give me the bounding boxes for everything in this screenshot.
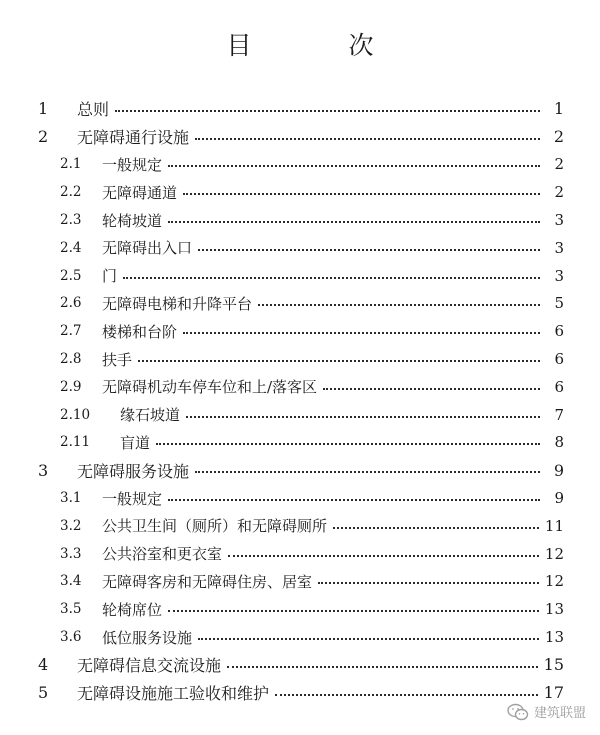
toc-section-row[interactable] bbox=[0, 151, 600, 179]
toc-number: 2.5 bbox=[60, 267, 82, 284]
toc-page-number: 9 bbox=[554, 489, 564, 508]
toc-entry bbox=[102, 349, 564, 370]
toc-section-row[interactable] bbox=[0, 484, 600, 512]
toc-chapter-row[interactable] bbox=[0, 95, 600, 123]
toc-number: 5 bbox=[38, 683, 49, 703]
toc-title: 一般规定 bbox=[102, 155, 163, 174]
dot-leader bbox=[115, 110, 540, 112]
toc-title: 扶手 bbox=[102, 350, 133, 369]
dot-leader bbox=[195, 138, 540, 140]
toc-page-number: 6 bbox=[554, 377, 564, 396]
toc-number: 3.4 bbox=[60, 573, 82, 590]
dot-leader bbox=[258, 304, 540, 306]
dot-leader bbox=[168, 610, 539, 612]
toc-section-row[interactable] bbox=[0, 234, 600, 262]
toc-entry bbox=[102, 210, 564, 231]
toc-number: 2.1 bbox=[60, 156, 82, 173]
dot-leader bbox=[275, 694, 538, 696]
toc-section-row[interactable] bbox=[0, 568, 600, 596]
toc-section-row[interactable] bbox=[0, 317, 600, 345]
dot-leader bbox=[195, 471, 540, 473]
toc-number: 3.6 bbox=[60, 629, 82, 646]
toc-chapter-row[interactable] bbox=[0, 456, 600, 484]
toc-section-row[interactable] bbox=[0, 262, 600, 290]
toc-title: 无障碍通行设施 bbox=[77, 128, 190, 148]
toc-page-number: 8 bbox=[554, 433, 564, 452]
toc-entry bbox=[77, 125, 564, 148]
toc-entry bbox=[77, 459, 564, 482]
dot-leader bbox=[123, 277, 540, 279]
toc-title: 无障碍电梯和升降平台 bbox=[102, 294, 253, 313]
toc-entry bbox=[102, 488, 564, 509]
toc-page-number: 6 bbox=[554, 322, 564, 341]
toc-entry bbox=[102, 543, 564, 564]
toc-number: 2 bbox=[38, 127, 49, 147]
toc-number: 2.9 bbox=[60, 378, 82, 395]
toc-entry bbox=[77, 653, 564, 676]
toc-page-number: 7 bbox=[554, 405, 564, 424]
dot-leader bbox=[168, 165, 540, 167]
toc-title: 低位服务设施 bbox=[102, 628, 193, 647]
toc-title: 门 bbox=[102, 267, 118, 286]
toc-title: 盲道 bbox=[120, 433, 151, 452]
table-of-contents bbox=[0, 95, 600, 707]
toc-page-number: 11 bbox=[544, 516, 564, 535]
toc-title: 无障碍设施施工验收和维护 bbox=[77, 684, 270, 704]
dot-leader bbox=[183, 332, 540, 334]
toc-number: 3.5 bbox=[60, 601, 82, 618]
toc-section-row[interactable] bbox=[0, 206, 600, 234]
toc-page-number: 17 bbox=[543, 683, 564, 703]
dot-leader bbox=[198, 249, 540, 251]
toc-section-row[interactable] bbox=[0, 345, 600, 373]
toc-page-number: 2 bbox=[554, 183, 564, 202]
toc-title: 一般规定 bbox=[102, 489, 163, 508]
toc-entry bbox=[102, 571, 564, 592]
toc-number: 2.6 bbox=[60, 295, 82, 312]
dot-leader bbox=[333, 527, 539, 529]
toc-entry bbox=[102, 265, 564, 286]
wechat-icon bbox=[507, 703, 529, 721]
toc-entry bbox=[102, 237, 564, 258]
toc-number: 4 bbox=[38, 655, 49, 675]
toc-entry bbox=[102, 293, 564, 314]
toc-number: 2.3 bbox=[60, 212, 82, 229]
toc-title: 无障碍服务设施 bbox=[77, 461, 190, 481]
toc-number: 1 bbox=[38, 99, 49, 119]
toc-page-number: 3 bbox=[554, 238, 564, 257]
toc-page-number: 13 bbox=[544, 600, 564, 619]
toc-entry bbox=[102, 321, 564, 342]
toc-page-number: 12 bbox=[544, 544, 564, 563]
toc-number: 2.7 bbox=[60, 323, 82, 340]
toc-page-number: 12 bbox=[544, 572, 564, 591]
toc-entry bbox=[77, 681, 564, 704]
toc-number: 2.8 bbox=[60, 351, 82, 368]
toc-title: 无障碍客房和无障碍住房、居室 bbox=[102, 572, 313, 591]
toc-entry bbox=[102, 515, 564, 536]
dot-leader bbox=[228, 555, 539, 557]
toc-entry bbox=[102, 182, 564, 203]
toc-section-row[interactable] bbox=[0, 401, 600, 429]
dot-leader bbox=[138, 360, 540, 362]
toc-page-number: 9 bbox=[553, 460, 564, 480]
toc-page-number: 15 bbox=[543, 655, 564, 675]
toc-number: 2.2 bbox=[60, 184, 82, 201]
toc-entry bbox=[102, 627, 564, 648]
toc-section-row[interactable] bbox=[0, 512, 600, 540]
toc-title: 无障碍出入口 bbox=[102, 239, 193, 258]
toc-section-row[interactable] bbox=[0, 373, 600, 401]
toc-title: 公共卫生间（厕所）和无障碍厕所 bbox=[102, 517, 328, 536]
toc-title: 楼梯和台阶 bbox=[102, 322, 178, 341]
toc-section-row[interactable] bbox=[0, 290, 600, 318]
toc-title: 无障碍机动车停车位和上/落客区 bbox=[102, 378, 318, 397]
toc-number: 3.3 bbox=[60, 545, 82, 562]
toc-title: 轮椅席位 bbox=[102, 600, 163, 619]
toc-entry bbox=[102, 376, 564, 397]
toc-title: 总则 bbox=[77, 100, 110, 120]
dot-leader bbox=[318, 582, 539, 584]
toc-chapter-row[interactable] bbox=[0, 123, 600, 151]
toc-number: 2.4 bbox=[60, 239, 82, 256]
toc-section-row[interactable] bbox=[0, 429, 600, 457]
toc-title: 无障碍信息交流设施 bbox=[77, 656, 222, 676]
toc-section-row[interactable] bbox=[0, 178, 600, 206]
toc-title: 公共浴室和更衣室 bbox=[102, 545, 223, 564]
toc-entry bbox=[102, 599, 564, 620]
dot-leader bbox=[183, 193, 540, 195]
dot-leader bbox=[168, 221, 540, 223]
watermark bbox=[507, 702, 586, 721]
toc-section-row[interactable] bbox=[0, 595, 600, 623]
toc-number: 3.1 bbox=[60, 490, 82, 507]
toc-page-number: 6 bbox=[554, 350, 564, 369]
dot-leader bbox=[198, 638, 539, 640]
toc-section-row[interactable] bbox=[0, 623, 600, 651]
toc-title: 轮椅坡道 bbox=[102, 211, 163, 230]
toc-page-number: 3 bbox=[554, 266, 564, 285]
toc-number: 2.10 bbox=[60, 406, 91, 423]
dot-leader bbox=[227, 666, 538, 668]
toc-page-number: 5 bbox=[554, 294, 564, 313]
toc-page-number: 1 bbox=[553, 99, 564, 119]
toc-number: 2.11 bbox=[60, 434, 91, 451]
toc-chapter-row[interactable] bbox=[0, 651, 600, 679]
toc-page-number: 13 bbox=[544, 628, 564, 647]
watermark-text: 建筑联盟 bbox=[533, 706, 586, 721]
toc-page-number: 2 bbox=[554, 155, 564, 174]
toc-page-number: 2 bbox=[553, 127, 564, 147]
toc-title: 缘石坡道 bbox=[120, 406, 181, 425]
dot-leader bbox=[168, 499, 540, 501]
dot-leader bbox=[323, 388, 540, 390]
toc-number: 3 bbox=[38, 460, 49, 480]
toc-page-number: 3 bbox=[554, 211, 564, 230]
toc-entry bbox=[102, 154, 564, 175]
toc-entry bbox=[120, 432, 564, 453]
dot-leader bbox=[156, 443, 540, 445]
toc-entry bbox=[120, 404, 564, 425]
toc-number: 3.2 bbox=[60, 517, 82, 534]
toc-section-row[interactable] bbox=[0, 540, 600, 568]
page-title: 目 次 bbox=[226, 31, 410, 60]
toc-entry bbox=[77, 97, 564, 120]
dot-leader bbox=[186, 416, 540, 418]
toc-title: 无障碍通道 bbox=[102, 183, 178, 202]
